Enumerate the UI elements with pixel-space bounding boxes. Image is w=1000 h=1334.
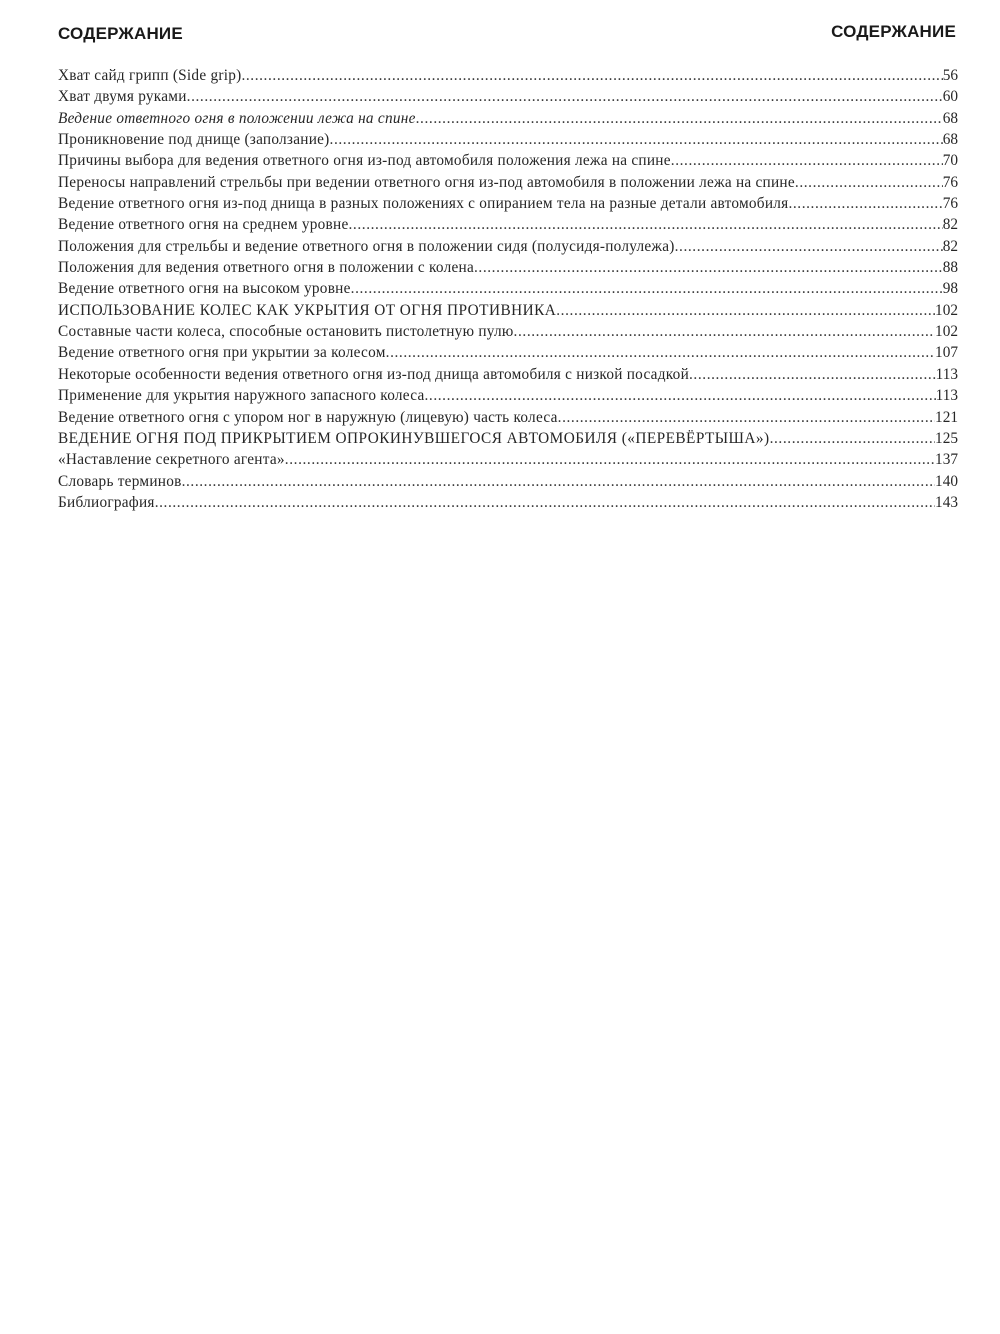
toc-entry-title: Применение для укрытия наружного запасного колеса <box>58 387 425 405</box>
dot-leader <box>558 407 935 428</box>
toc-entry-page: 140 <box>935 472 958 490</box>
toc-entry[interactable] <box>58 150 958 171</box>
toc-entry-page: 113 <box>935 387 958 405</box>
toc-entry[interactable] <box>58 129 958 150</box>
toc-entry-title: Ведение ответного огня при укрытии за колесом <box>58 344 386 362</box>
dot-leader <box>386 342 935 363</box>
toc-entry-page: 82 <box>942 216 958 234</box>
toc-entry-title: Переносы направлений стрельбы при ведении ответного огня из-под автомобиля в положении лежа на спине <box>58 173 795 191</box>
toc-entry-page: 107 <box>935 344 958 362</box>
toc-entry-page: 125 <box>935 429 958 447</box>
toc-entry-page: 82 <box>942 237 958 255</box>
toc-entry[interactable] <box>58 300 958 321</box>
toc-entry-page: 102 <box>935 323 958 341</box>
toc-entry[interactable] <box>58 407 958 428</box>
toc-entry[interactable] <box>58 321 958 342</box>
toc-entry-page: 98 <box>942 280 958 298</box>
toc-entry-title: Хват сайд грипп (Side grip) <box>58 67 242 84</box>
toc-entry-page: 76 <box>942 173 958 191</box>
dot-leader <box>241 65 942 86</box>
toc-entry-page: 113 <box>935 365 958 383</box>
dot-leader <box>187 86 943 107</box>
toc-entry[interactable] <box>58 278 958 299</box>
toc-entry-page: 102 <box>935 301 958 319</box>
dot-leader <box>155 492 935 513</box>
header-title-right: СОДЕРЖАНИЕ <box>831 22 956 41</box>
toc-entry-page: 68 <box>942 109 958 127</box>
toc-entry-page: 60 <box>942 88 958 106</box>
dot-leader <box>675 236 943 257</box>
toc-entry[interactable] <box>58 342 958 363</box>
dot-leader <box>788 193 942 214</box>
toc-entry-title: ВЕДЕНИЕ ОГНЯ ПОД ПРИКРЫТИЕМ ОПРОКИНУВШЕГОСЯ АВТОМОБИЛЯ («ПЕРЕВЁРТЫША») <box>58 429 770 447</box>
toc-entry[interactable] <box>58 257 958 278</box>
toc-entry[interactable] <box>58 364 958 385</box>
toc-entry-title: Словарь терминов <box>58 472 182 490</box>
dot-leader <box>351 278 943 299</box>
toc-entry[interactable] <box>58 108 958 129</box>
dot-leader <box>182 471 935 492</box>
toc-entry-title: Ведение ответного огня на высоком уровне <box>58 280 351 298</box>
dot-leader <box>330 129 943 150</box>
toc-entry[interactable] <box>58 214 958 235</box>
toc-entry-page: 56 <box>942 67 958 84</box>
toc-entry[interactable] <box>58 86 958 107</box>
dot-leader <box>349 214 943 235</box>
toc-entry[interactable] <box>58 449 958 470</box>
toc-entry-page: 143 <box>935 493 958 511</box>
header-title-left: СОДЕРЖАНИЕ <box>58 24 183 43</box>
toc-entry[interactable] <box>58 428 958 449</box>
dot-leader <box>474 257 943 278</box>
dot-leader <box>556 300 935 321</box>
toc-entry-title: Ведение ответного огня в положении лежа на спине <box>58 109 416 127</box>
toc-entry-title: ИСПОЛЬЗОВАНИЕ КОЛЕС КАК УКРЫТИЯ ОТ ОГНЯ ПРОТИВНИКА <box>58 301 557 319</box>
dot-leader <box>424 385 935 406</box>
dot-leader <box>514 321 936 342</box>
dot-leader <box>285 449 935 470</box>
toc-entry[interactable] <box>58 65 958 86</box>
dot-leader <box>416 108 943 129</box>
toc-entry-title: Хват двумя руками <box>58 88 187 106</box>
dot-leader <box>671 150 943 171</box>
toc-entry-title: Положения для ведения ответного огня в положении с колена <box>58 259 474 277</box>
toc-entry-title: Ведение ответного огня на среднем уровне <box>58 216 349 234</box>
toc-entry-page: 70 <box>942 152 958 170</box>
toc-entry-title: Некоторые особенности ведения ответного огня из-под днища автомобиля с низкой посадкой <box>58 365 689 383</box>
toc-entry-page: 76 <box>942 195 958 213</box>
table-of-contents <box>58 65 958 513</box>
toc-entry[interactable] <box>58 172 958 193</box>
toc-entry[interactable] <box>58 471 958 492</box>
toc-entry-page: 88 <box>942 259 958 277</box>
toc-entry-title: Положения для стрельбы и ведение ответного огня в положении сидя (полусидя-полулежа) <box>58 237 675 255</box>
toc-entry-page: 137 <box>935 451 958 469</box>
toc-entry-title: Ведение ответного огня из-под днища в разных положениях с опиранием тела на разные детали автомобиля <box>58 195 789 213</box>
toc-entry[interactable] <box>58 193 958 214</box>
dot-leader <box>795 172 943 193</box>
toc-entry-page: 68 <box>942 131 958 149</box>
toc-entry[interactable] <box>58 236 958 257</box>
dot-leader <box>689 364 936 385</box>
toc-entry-title: Проникновение под днище (заползание) <box>58 131 330 149</box>
toc-entry[interactable] <box>58 385 958 406</box>
toc-entry[interactable] <box>58 492 958 513</box>
toc-entry-title: Причины выбора для ведения ответного огня из-под автомобиля положения лежа на спине <box>58 152 671 170</box>
toc-entry-title: «Наставление секретного агента» <box>58 451 285 469</box>
toc-entry-page: 121 <box>935 408 958 426</box>
toc-entry-title: Ведение ответного огня с упором ног в наружную (лицевую) часть колеса <box>58 408 558 426</box>
toc-entry-title: Составные части колеса, способные остановить пистолетную пулю <box>58 323 514 341</box>
toc-entry-title: Библиография <box>58 493 155 511</box>
running-header <box>58 20 956 46</box>
dot-leader <box>770 428 935 449</box>
